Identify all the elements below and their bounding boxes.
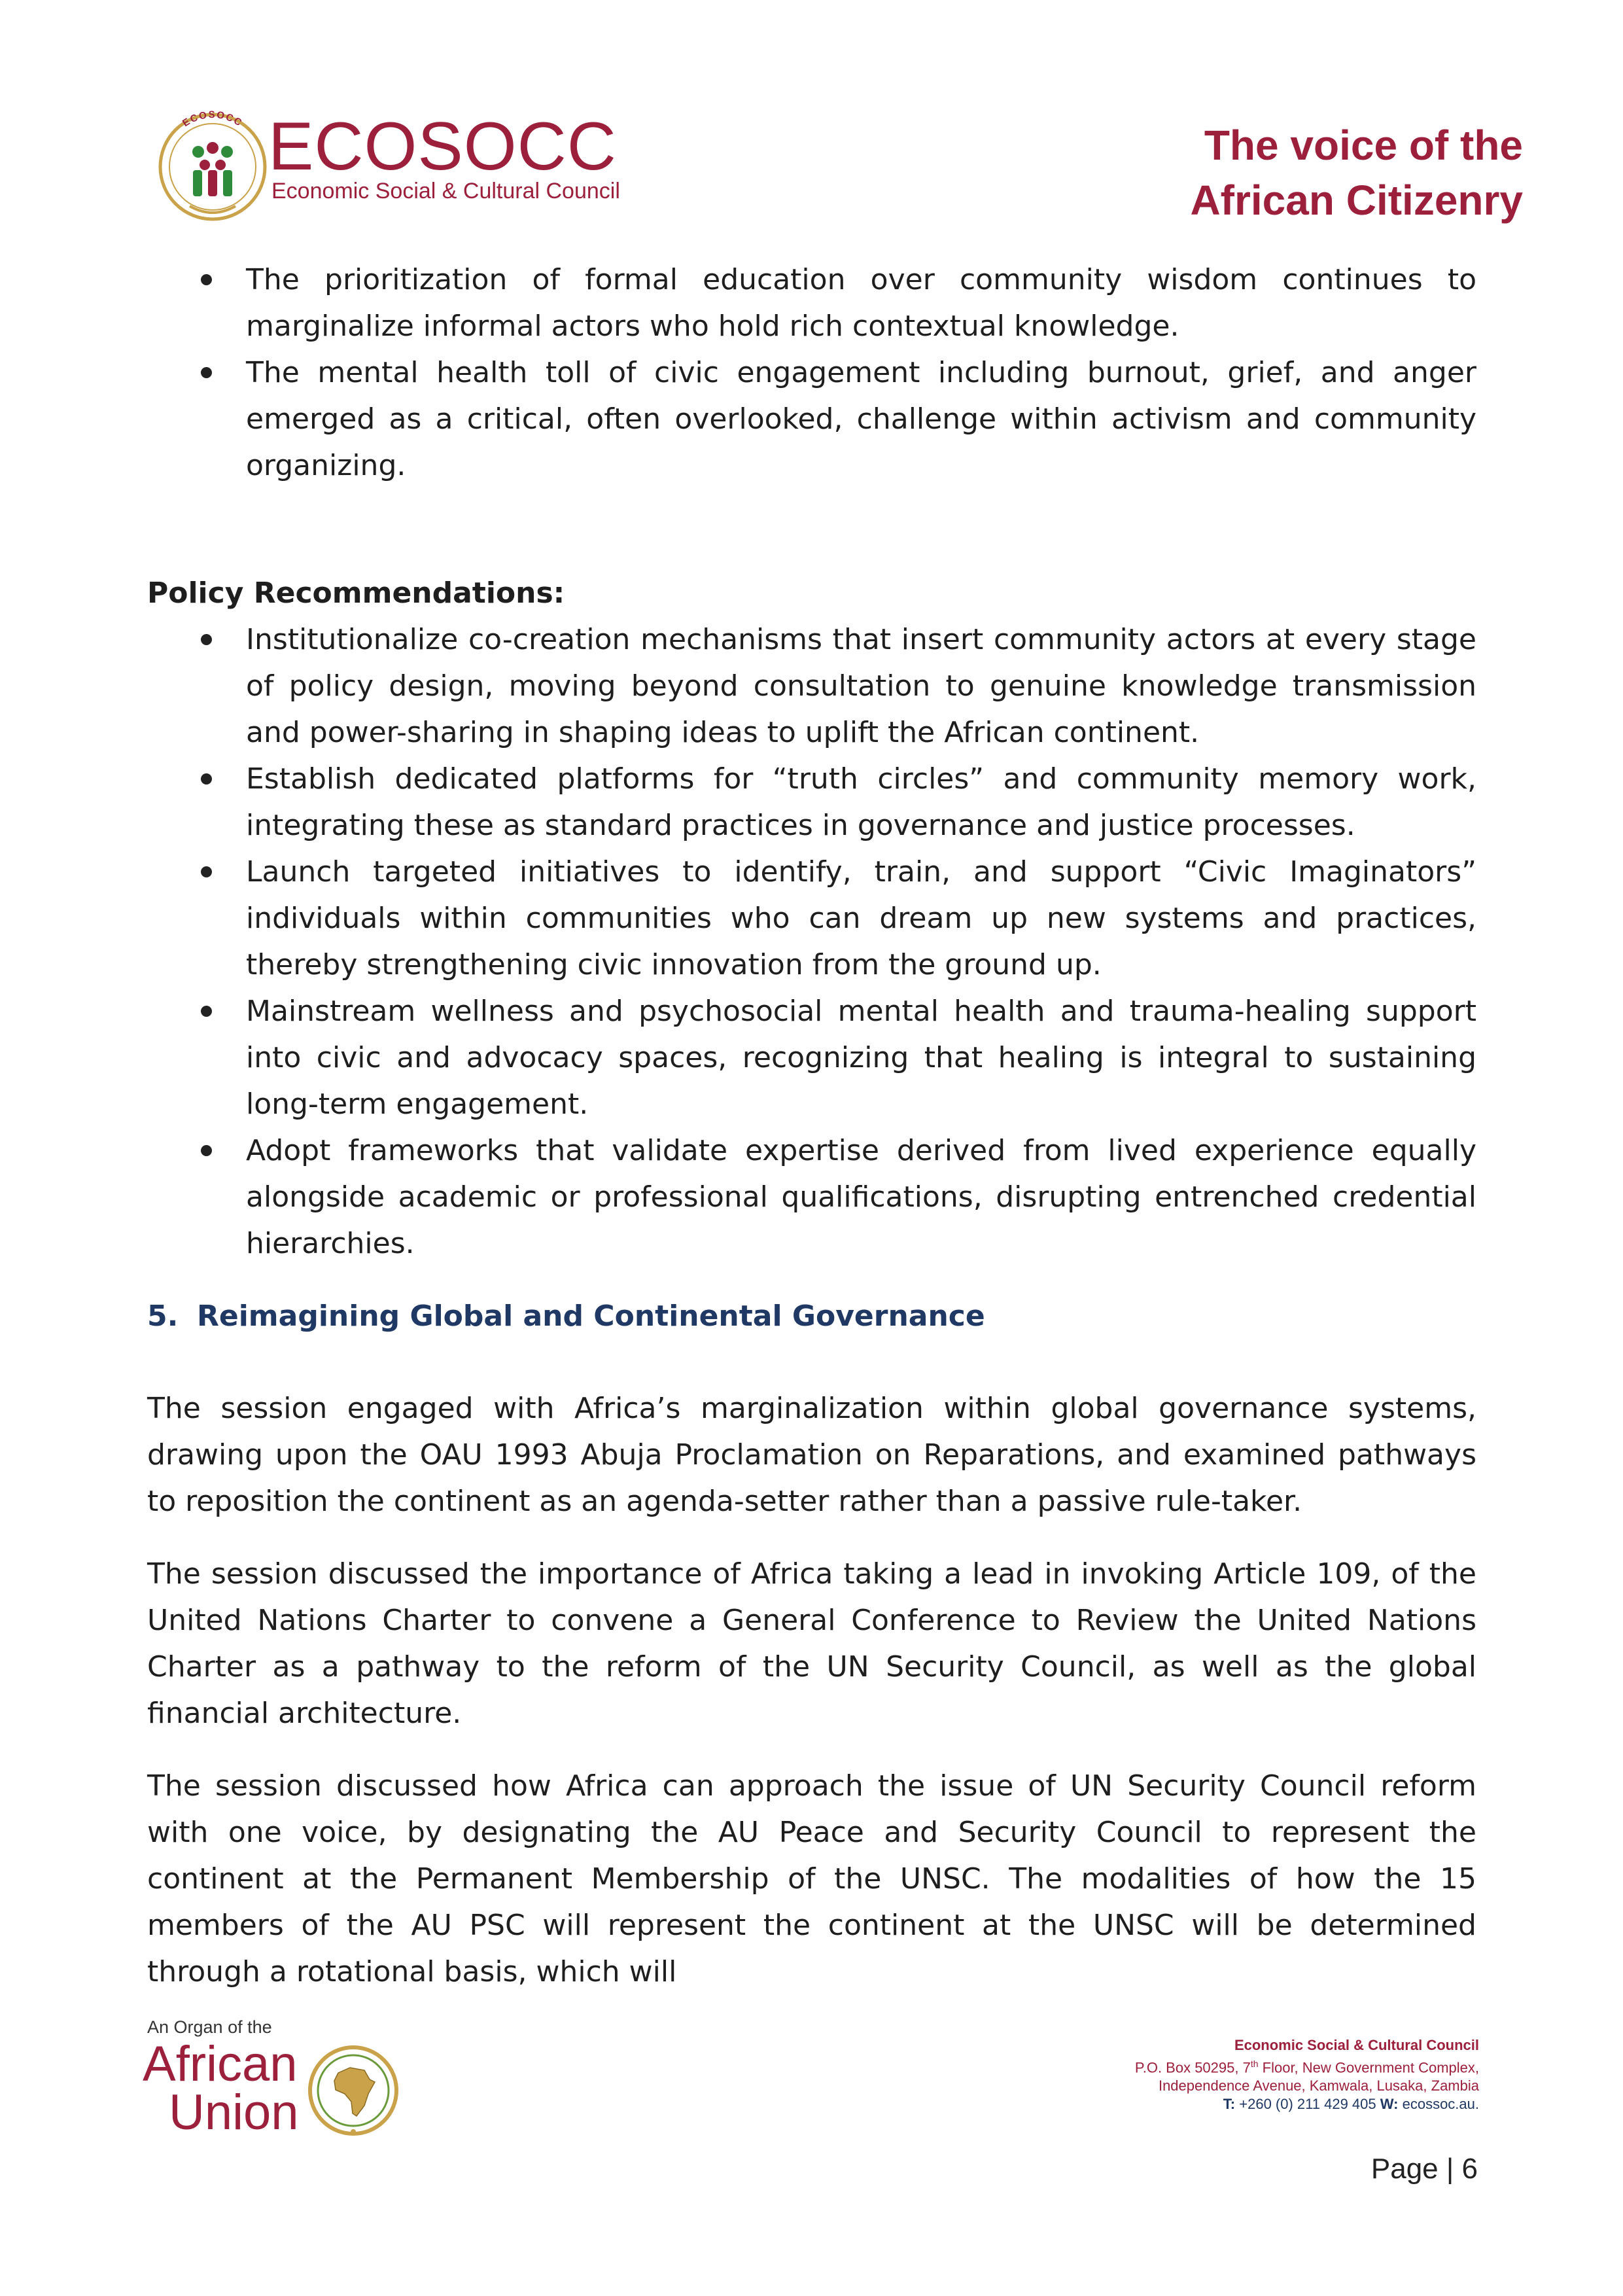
- footer-address: [1135, 2036, 1479, 2113]
- svg-text:ECOSOCC: ECOSOCC: [181, 109, 245, 130]
- list-item: Establish dedicated platforms for “truth circles” and community memory work, integrating these as standard practices in governance and justice processes.: [147, 756, 1476, 849]
- list-item: Mainstream wellness and psychosocial mental health and trauma-healing support into civic and advocacy spaces, recognizing that healing is integral to sustaining long-term engagement.: [147, 988, 1476, 1127]
- footer-address-line-1: P.O. Box 50295, 7th Floor, New Government Complex,: [1134, 2058, 1479, 2076]
- list-item: The prioritization of formal education over community wisdom continues to marginalize informal actors who hold rich contextual knowledge.: [147, 256, 1476, 349]
- ecosocc-logo-icon: [147, 98, 278, 229]
- tagline-line-1: The voice of the: [1204, 122, 1523, 169]
- brand-name: ECOSOCC: [268, 109, 617, 185]
- list-item: Institutionalize co-creation mechanisms that insert community actors at every stage of policy design, moving beyond consultation to genuine knowledge transmission and power-sharing in shaping ideas to uplift the African continent.: [147, 616, 1476, 756]
- section-number: 5.: [147, 1299, 179, 1333]
- document-body: [147, 256, 1476, 1995]
- paragraph: The session discussed the importance of Africa taking a lead in invoking Article 109, of the United Nations Charter to convene a General Conference to Review the United Nations Charter as a pathway to the reform of the UN Security Council, as well as the global financial architecture.: [147, 1557, 1476, 1730]
- section-heading: [147, 1293, 1476, 1339]
- policy-recommendations-label: Policy Recommendations:: [147, 576, 565, 610]
- page-number: Page | 6: [1370, 2153, 1478, 2185]
- footer-address-line-2: Independence Avenue, Kamwala, Lusaka, Zambia: [1158, 2077, 1479, 2094]
- african-union-emblem-icon: [304, 2041, 402, 2140]
- footer-contact: T: +260 (0) 211 429 405 W: ecossoc.au.: [1223, 2096, 1479, 2113]
- tagline: [1190, 118, 1523, 228]
- bullet-icon: [201, 1006, 212, 1017]
- tagline-line-2: African Citizenry: [1190, 177, 1523, 224]
- list-item: Launch targeted initiatives to identify, train, and support “Civic Imaginators” individuals within communities who can dream up new systems and practices, thereby strengthening civic innovation from the ground up.: [147, 849, 1476, 988]
- african-union-wordmark: African Union: [143, 2036, 299, 2140]
- paragraph: The session engaged with Africa’s marginalization within global governance systems, drawing upon the OAU 1993 Abuja Proclamation on Reparations, and examined pathways to reposition the continent as an agenda-setter rather than a passive rule-taker.: [147, 1392, 1476, 1518]
- paragraph: The session discussed how Africa can approach the issue of UN Security Council reform with one voice, by designating the AU Peace and Security Council to represent the continent at the Permanent Membership of the UNSC. The modalities of how the 15 members of the AU PSC will represent the continent at the UNSC will be determined through a rotational basis, which will: [147, 1769, 1476, 1988]
- bullet-icon: [201, 1145, 212, 1156]
- intro-bullet-list: [147, 256, 1476, 489]
- bullet-icon: [201, 773, 212, 785]
- bullet-icon: [201, 866, 212, 877]
- bullet-icon: [201, 274, 212, 285]
- list-item: Adopt frameworks that validate expertise derived from lived experience equally alongside academic or professional qualifications, disrupting entrenched credential hierarchies.: [147, 1127, 1476, 1267]
- organ-label: An Organ of the: [147, 2017, 272, 2037]
- policy-bullet-list: [147, 616, 1476, 1267]
- bullet-icon: [201, 634, 212, 645]
- bullet-icon: [201, 367, 212, 378]
- footer-org-name: Economic Social & Cultural Council: [1234, 2037, 1479, 2053]
- list-item: The mental health toll of civic engagement including burnout, grief, and anger emerged as a critical, often overlooked, challenge within activism and community organizing.: [147, 349, 1476, 489]
- brand-subtitle: Economic Social & Cultural Council: [271, 179, 620, 203]
- section-title: Reimagining Global and Continental Governance: [197, 1299, 985, 1333]
